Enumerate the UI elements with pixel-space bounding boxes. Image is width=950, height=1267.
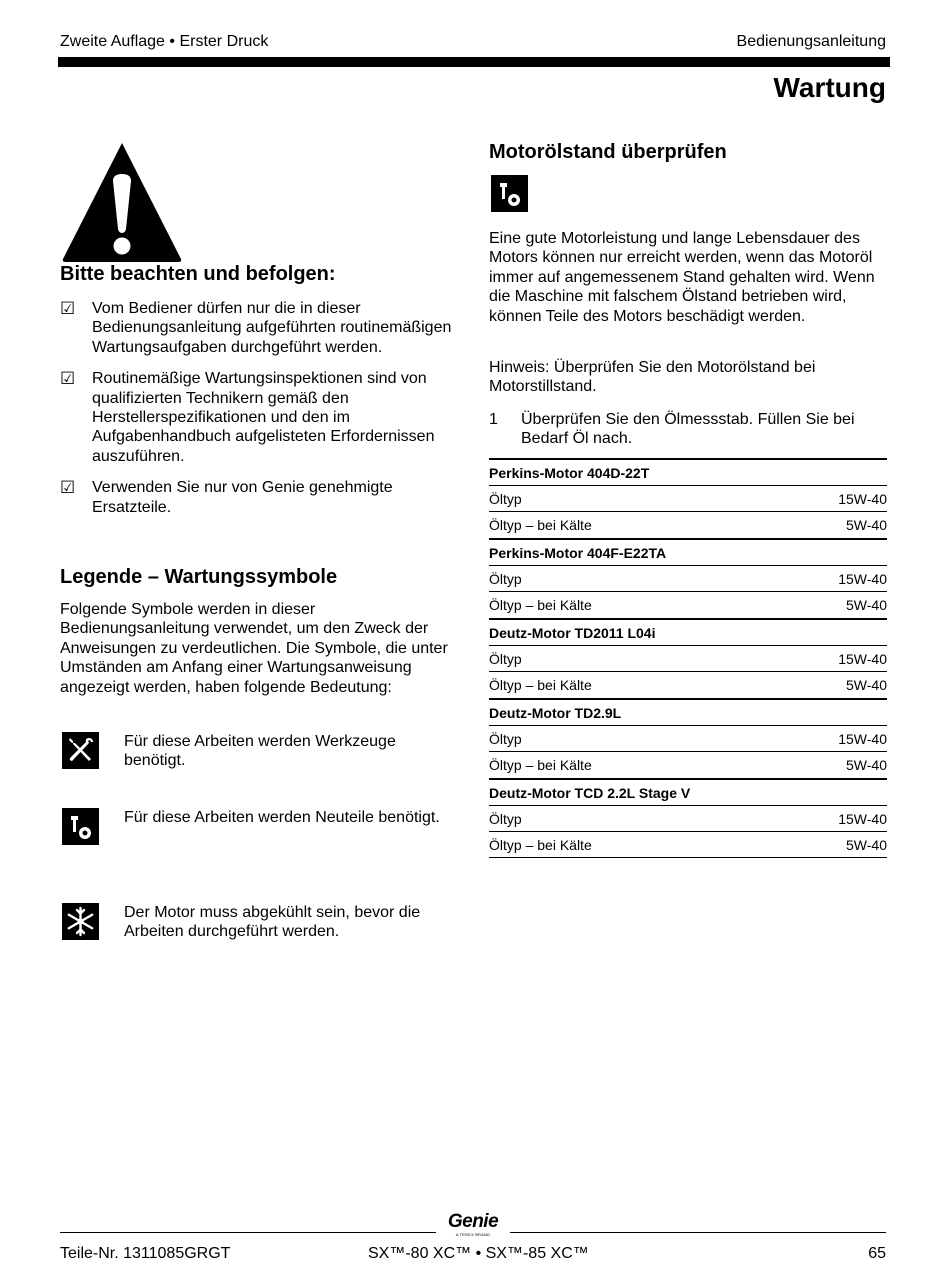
new-parts-icon (491, 175, 528, 212)
snowflake-icon (62, 903, 99, 940)
oil-type-value: 15W-40 (838, 731, 887, 747)
oil-type-value: 5W-40 (846, 837, 887, 853)
engine-name: Perkins-Motor 404F-E22TA (489, 540, 887, 566)
footer-rule-left (60, 1232, 436, 1233)
oil-type-label: Öltyp – bei Kälte (489, 837, 592, 853)
checkbox-checked-icon: ☑ (60, 478, 76, 498)
engine-section (489, 698, 887, 778)
footer-rule-right (510, 1232, 886, 1233)
table-row (489, 806, 887, 832)
footer-models: SX™-80 XC™ • SX™-85 XC™ (368, 1245, 589, 1262)
engine-name: Perkins-Motor 404D-22T (489, 460, 887, 486)
table-row (489, 512, 887, 538)
legend-heading: Legende – Wartungssymbole (60, 566, 338, 588)
legend-symbol-text: Für diese Arbeiten werden Neuteile benötigt. (124, 809, 440, 826)
footer-part-number: Teile-Nr. 1311085GRGT (60, 1245, 231, 1262)
checklist-item-text: Verwenden Sie nur von Genie genehmigte Ersatzteile. (92, 479, 393, 516)
warning-triangle-icon (60, 141, 184, 263)
oil-type-value: 15W-40 (838, 651, 887, 667)
checklist-item-text: Routinemäßige Wartungsinspektionen sind von qualifizierten Technikern gemäß den Herstellerspezifikationen und den im Aufgabenhandbuch aufgelisteten Erfordernissen auszuführen. (92, 370, 435, 465)
checklist-item-text: Vom Bediener dürfen nur die in dieser Bedienungsanleitung aufgeführten routinemäßigen Wartungsaufgaben durchgeführt werden. (92, 300, 452, 356)
table-row (489, 646, 887, 672)
oil-type-value: 5W-40 (846, 517, 887, 533)
engine-section (489, 458, 887, 538)
header-manual-type: Bedienungsanleitung (736, 33, 886, 50)
oil-type-label: Öltyp (489, 811, 522, 827)
header-rule (58, 57, 890, 67)
oil-note-paragraph: Hinweis: Überprüfen Sie den Motorölstand bei Motorstillstand. (489, 359, 816, 396)
checklist-item (60, 369, 460, 466)
oil-type-label: Öltyp – bei Kälte (489, 757, 592, 773)
oil-type-value: 15W-40 (838, 491, 887, 507)
observe-checklist (60, 299, 460, 529)
oil-type-value: 15W-40 (838, 571, 887, 587)
table-row (489, 726, 887, 752)
checkbox-checked-icon: ☑ (60, 299, 76, 318)
engine-name: Deutz-Motor TD2.9L (489, 700, 887, 726)
engine-name: Deutz-Motor TCD 2.2L Stage V (489, 780, 887, 806)
table-row (489, 486, 887, 512)
checklist-item (60, 478, 460, 517)
logo-wordmark: Genie (447, 1211, 499, 1232)
oil-type-value: 15W-40 (838, 811, 887, 827)
oil-type-value: 5W-40 (846, 677, 887, 693)
oil-type-value: 5W-40 (846, 597, 887, 613)
table-row (489, 592, 887, 618)
genie-logo (440, 1212, 506, 1237)
checkbox-checked-icon: ☑ (60, 369, 76, 389)
oil-spec-table (489, 458, 887, 858)
new-parts-icon (62, 808, 99, 845)
header-edition: Zweite Auflage • Erster Druck (60, 33, 269, 50)
oil-type-label: Öltyp (489, 571, 522, 587)
legend-symbol-text: Für diese Arbeiten werden Werkzeuge benötigt. (124, 733, 396, 770)
oil-type-label: Öltyp (489, 731, 522, 747)
oil-type-label: Öltyp (489, 491, 522, 507)
checklist-item (60, 299, 460, 357)
oil-intro-paragraph: Eine gute Motorleistung und lange Lebensdauer des Motors können nur erreicht werden, wenn das Motoröl immer auf angemessenem Stand gehalten wird. Wenn die Maschine mit falschem Ölstand betrieben wird, können Teile des Motors beschädigt werden. (489, 230, 875, 325)
step-text: Überprüfen Sie den Ölmessstab. Füllen Sie bei Bedarf Öl nach. (521, 411, 855, 448)
oil-type-label: Öltyp – bei Kälte (489, 517, 592, 533)
table-row (489, 752, 887, 778)
oil-level-heading: Motorölstand überprüfen (489, 141, 727, 163)
engine-name: Deutz-Motor TD2011 L04i (489, 620, 887, 646)
section-title: Wartung (773, 72, 886, 103)
table-row (489, 672, 887, 698)
oil-type-label: Öltyp – bei Kälte (489, 597, 592, 613)
table-row (489, 566, 887, 592)
legend-symbol-text: Der Motor muss abgekühlt sein, bevor die Arbeiten durchgeführt werden. (124, 904, 421, 941)
engine-section (489, 778, 887, 858)
table-row (489, 832, 887, 858)
engine-section (489, 538, 887, 618)
oil-type-label: Öltyp – bei Kälte (489, 677, 592, 693)
observe-heading: Bitte beachten und befolgen: (60, 263, 336, 285)
legend-intro: Folgende Symbole werden in dieser Bedienungsanleitung verwendet, um den Zweck der Anweisungen zu verdeutlichen. Die Symbole, die unter Umständen am Anfang einer Wartungsanweisung angezeigt werden, haben folgende Bedeutung: (60, 601, 448, 696)
tools-icon (62, 732, 99, 769)
procedure-step (489, 410, 889, 449)
footer-page-number: 65 (868, 1245, 886, 1262)
logo-subtext: A TEREX BRAND (455, 1232, 491, 1237)
step-number: 1 (489, 411, 498, 428)
engine-section (489, 618, 887, 698)
oil-type-label: Öltyp (489, 651, 522, 667)
oil-type-value: 5W-40 (846, 757, 887, 773)
